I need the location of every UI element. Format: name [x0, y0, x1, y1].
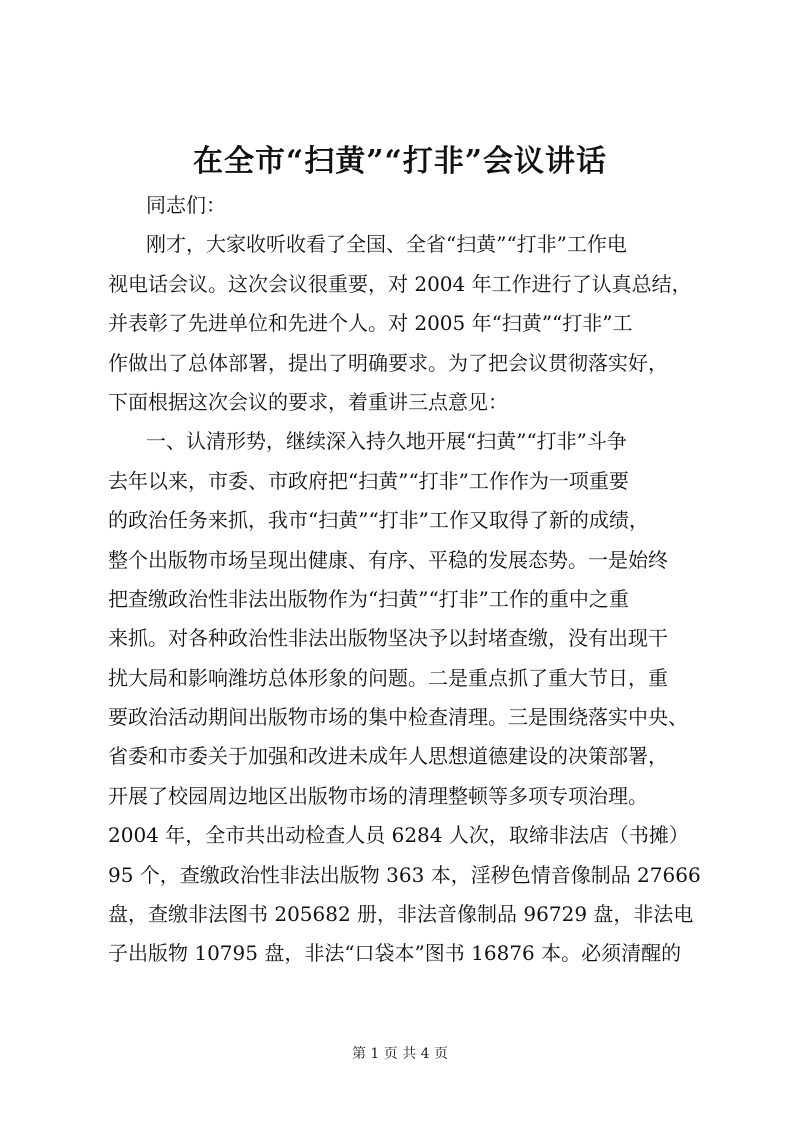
- body-line: 省委和市委关于加强和改进未成年人思想道德建设的决策部署，: [108, 744, 668, 769]
- document-title: 在全市“扫黄”“打非”会议讲话: [192, 144, 608, 179]
- body-line: 95 个，查缴政治性非法出版物 363 本，淫秽色情音像制品 27666: [108, 862, 701, 887]
- body-line: 把查缴政治性非法出版物作为“扫黄”“打非”工作的重中之重: [108, 586, 629, 611]
- body-line: 作做出了总体部署，提出了明确要求。为了把会议贯彻落实好，: [108, 350, 668, 375]
- body-line: 下面根据这次会议的要求，着重讲三点意见：: [108, 389, 508, 414]
- body-line: 扰大局和影响潍坊总体形象的问题。二是重点抓了重大节日，重: [108, 665, 668, 690]
- section-heading-line: 一、认清形势，继续深入持久地开展“扫黄”“打非”斗争: [146, 429, 627, 454]
- body-line: 视电话会议。这次会议很重要，对 2004 年工作进行了认真总结，: [108, 271, 692, 296]
- document-body: [108, 186, 714, 974]
- body-line: 来抓。对各种政治性非法出版物坚决予以封堵查缴，没有出现干: [108, 626, 668, 651]
- body-line: 刚才，大家收听收看了全国、全省“扫黄”“打非”工作电: [146, 232, 627, 257]
- body-line: 开展了校园周边地区出版物市场的清理整顿等多项专项治理。: [108, 783, 648, 808]
- body-line: 盘，查缴非法图书 205682 册，非法音像制品 96729 盘，非法电: [108, 902, 694, 927]
- body-line: 并表彰了先进单位和先进个人。对 2005 年“扫黄”“打非”工: [108, 311, 633, 336]
- body-line: 去年以来，市委、市政府把“扫黄”“打非”工作作为一项重要: [108, 468, 629, 493]
- body-line: 子出版物 10795 盘，非法“口袋本”图书 16876 本。必须清醒的: [108, 941, 682, 966]
- body-line: 要政治活动期间出版物市场的集中检查清理。三是围绕落实中央、: [108, 705, 688, 730]
- body-line: 2004 年，全市共出动检查人员 6284 人次，取缔非法店（书摊）: [108, 823, 689, 848]
- page-number-footer: 第 1 页 共 4 页: [351, 1046, 449, 1062]
- body-line: 整个出版物市场呈现出健康、有序、平稳的发展态势。一是始终: [108, 547, 668, 572]
- salutation-line: 同志们：: [146, 193, 226, 217]
- body-line: 的政治任务来抓，我市“扫黄”“打非”工作又取得了新的成绩，: [108, 508, 649, 533]
